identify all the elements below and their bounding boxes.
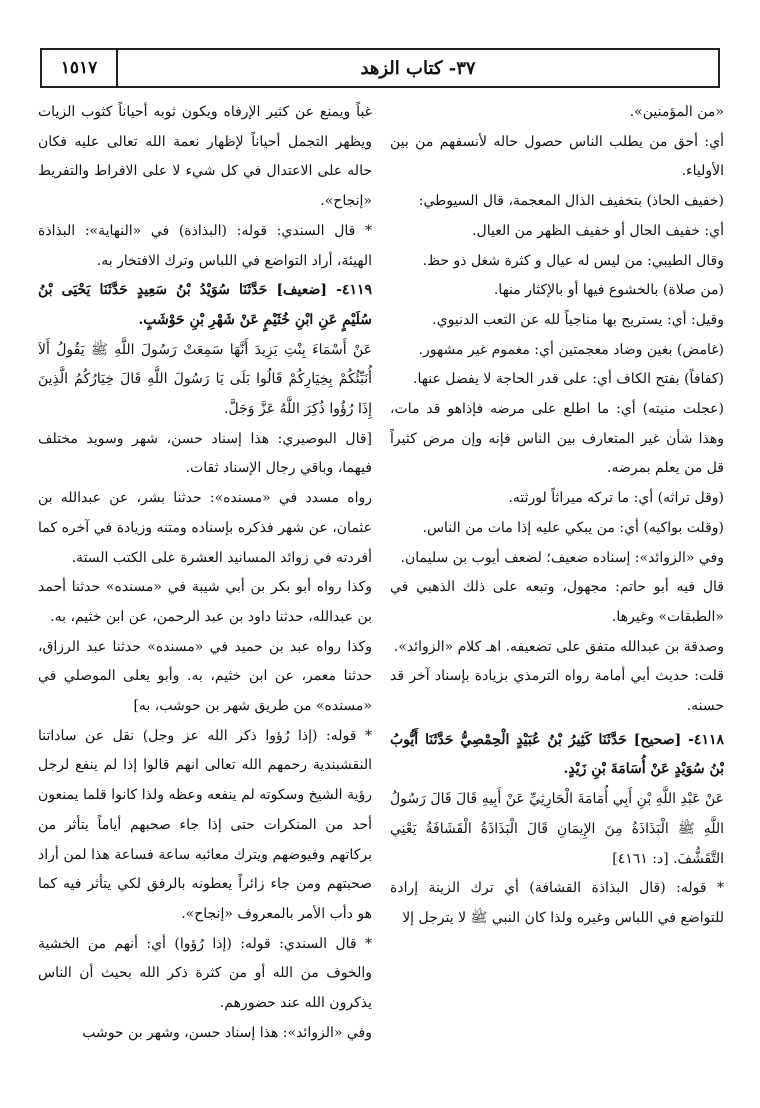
paragraph: (كفافاً) بفتح الكاف أي: على قدر الحاجة لا يفضل عنها. xyxy=(413,371,724,388)
chapter-title: ٣٧- كتاب الزهد xyxy=(360,57,476,79)
page-header xyxy=(40,48,720,88)
paragraph: * قال السندي: قوله: (إذا رُؤوا) أي: أنهم من الخشية والخوف من الله أو من كثرة ذكر الله بحيث أن الناس يذكرون الله عند حضورهم. xyxy=(38,935,372,1012)
hadith-chain: ٤١١٩- [ضعيف] حَدَّثَنَا سُوَيْدُ بْنُ سَعِيدٍ حَدَّثَنَا يَحْيَى بْنُ سُلَيْمٍ عَنِ ابْنِ خُثَيْمٍ عَنْ شَهْرِ بْنِ حَوْشَبٍ. xyxy=(38,282,372,328)
text-columns xyxy=(38,98,724,1083)
paragraph: غباً ويمنع عن كثير الإرفاه ويكون ثوبه أحياناً كثوب الزيات ويظهر التجمل أحياناً لإظهار نعمة الله تعالى عليه فكان حاله على الاعتدال في كل شيء لا على الافراط والتفريط «إنجاح». xyxy=(38,104,372,210)
paragraph: (وقلت بواكيه) أي: من يبكي عليه إذا مات من الناس. xyxy=(422,519,724,536)
paragraph: * قوله: (قال البذاذة القشافة) أي ترك الزينة إرادة للتواضع في اللباس وغيره ولذا كان النبي ﷺ لا يترجل إلا xyxy=(390,880,724,926)
paragraph: (عجلت منيته) أي: ما اطلع على مرضه فإذاهو قد مات، وهذا شأن غير المتعارف بين الناس فإنه وإن مرض كثيراً قل من يعلم بمرضه. xyxy=(390,401,724,477)
paragraph: [قال البوصيري: هذا إسناد حسن، شهر وسويد مختلف فيهما، وباقي رجال الإسناد ثقات. xyxy=(38,430,372,477)
paragraph: (وقل تراثه) أي: ما تركه ميراثاً لورثته. xyxy=(508,490,724,507)
paragraph: (خفيف الحاذ) بتخفيف الذال المعجمة، قال السيوطي: xyxy=(418,193,724,210)
page-number: ١٥١٧ xyxy=(42,50,118,86)
paragraph: أي: خفيف الحال أو خفيف الظهر من العيال. xyxy=(472,222,724,239)
paragraph: «من المؤمنين». xyxy=(629,104,724,120)
paragraph: * قال السندي: قوله: (البذاذة) في «النهاية»: البذاذة الهيئة، أراد التواضع في اللباس وترك الافتخار به. xyxy=(38,222,372,269)
paragraph: وقيل: أي: يستريح بها مناجياً لله عن التعب الدنيوي. xyxy=(432,311,724,328)
left-column xyxy=(38,98,372,1083)
hadith-text: عَنْ عَبْدِ اللَّهِ بْنِ أَبِي أُمَامَةَ الْحَارِثِيِّ عَنْ أَبِيهِ قَالَ قَالَ رَسُولُ اللَّهِ ﷺ الْبَذَاذَةُ مِنَ الإِيمَانِ قَالَ الْبَذَاذَةُ الْقَشَافَةُ يَعْنِي التَّقَشُّفَ. [د: ٤١٦١] xyxy=(390,791,724,867)
paragraph: رواه مسدد في «مسنده»: حدثنا بشر، عن عبدالله بن عثمان، عن شهر فذكره بإسناده ومتنه وزيادة في آخره كما أفردته في زوائد المسانيد العشرة على الكتب الستة. xyxy=(38,490,372,566)
paragraph: أي: أحق من يطلب الناس حصول حاله لأنسفهم من بين الأولياء. xyxy=(390,133,724,180)
paragraph: قال فيه أبو حاتم: مجهول، وتبعه على ذلك الذهبي في «الطبقات» وغيرها. xyxy=(390,579,724,625)
paragraph: وفي «الزوائد»: هذا إسناد حسن، وشهر بن حوشب xyxy=(82,1024,372,1041)
hadith-chain: ٤١١٨- [صحيح] حَدَّثَنَا كَثِيرُ بْنُ عُبَيْدٍ الْحِمْصِيُّ حَدَّثَنَا أَيُّوبُ بْنُ سُوَيْدٍ عَنْ أُسَامَةَ بْنِ زَيْدٍ. xyxy=(390,731,724,778)
paragraph: وكذا رواه أبو بكر بن أبي شيبة في «مسنده» حدثنا أحمد بن عبدالله، حدثنا داود بن عبد الرحمن، عن ابن خثيم، به. xyxy=(38,579,372,625)
paragraph: وقال الطيبي: من ليس له عيال و كثرة شغل ذو حظ. xyxy=(422,252,724,269)
paragraph: قلت: حديث أبي أمامة رواه الترمذي بزيادة بإسناد آخر قد حسنه. xyxy=(390,668,724,715)
paragraph: وفي «الزوائد»: إسناده ضعيف؛ لضعف أيوب بن سليمان. xyxy=(400,549,724,566)
paragraph: (غامض) بغين وضاد معجمتين أي: مغموم غير مشهور. xyxy=(418,341,724,358)
paragraph: وصدقة بن عبدالله متفق على تضعيفه. اهـ كلام «الزوائد». xyxy=(393,638,724,655)
right-column xyxy=(390,98,724,1083)
paragraph: (من صلاة) بالخشوع فيها أو بالإكثار منها. xyxy=(493,282,724,299)
paragraph: * قوله: (إذا رُؤوا ذكر الله عز وجل) نقل عن ساداتنا النقشبندية رحمهم الله تعالى انهم قالوا إذا لم ينفع لرجل رؤية الشيخ وسكوته لم ينفعه وعظه ولذا كانوا قلما يمنعون أحد من المنكرات حتى إذا جاء صحبهم أياماً يتأثر من بركاتهم وفيوضهم ويترك معائبه ساعة فساعة هذا لمن أراد صحبتهم ومن جاء زائراً يعطونه بالرفق لكي يتأثر فيه كما هو دأب الأمر بالمعروف «إنجاح». xyxy=(38,727,372,922)
hadith-text: عَنْ أَسْمَاءَ بِنْتِ يَزِيدَ أَنَّهَا سَمِعَتْ رَسُولَ اللَّهِ ﷺ يَقُولُ أَلاَ أُنَبِّئُكُمْ بِخِيَارِكُمْ قَالُوا بَلَى يَا رَسُولَ اللَّهِ قَالَ خِيَارُكُمُ الَّذِينَ إِذَا رُؤُوا ذُكِرَ اللَّهُ عَزَّ وَجَلَّ. xyxy=(38,341,372,418)
paragraph: وكذا رواه عبد بن حميد في «مسنده» حدثنا عبد الرزاق، حدثنا معمر، عن ابن خثيم، به. وأبو يعلى الموصلي في «مسنده» من طريق شهر بن حوشب، به] xyxy=(38,638,372,715)
